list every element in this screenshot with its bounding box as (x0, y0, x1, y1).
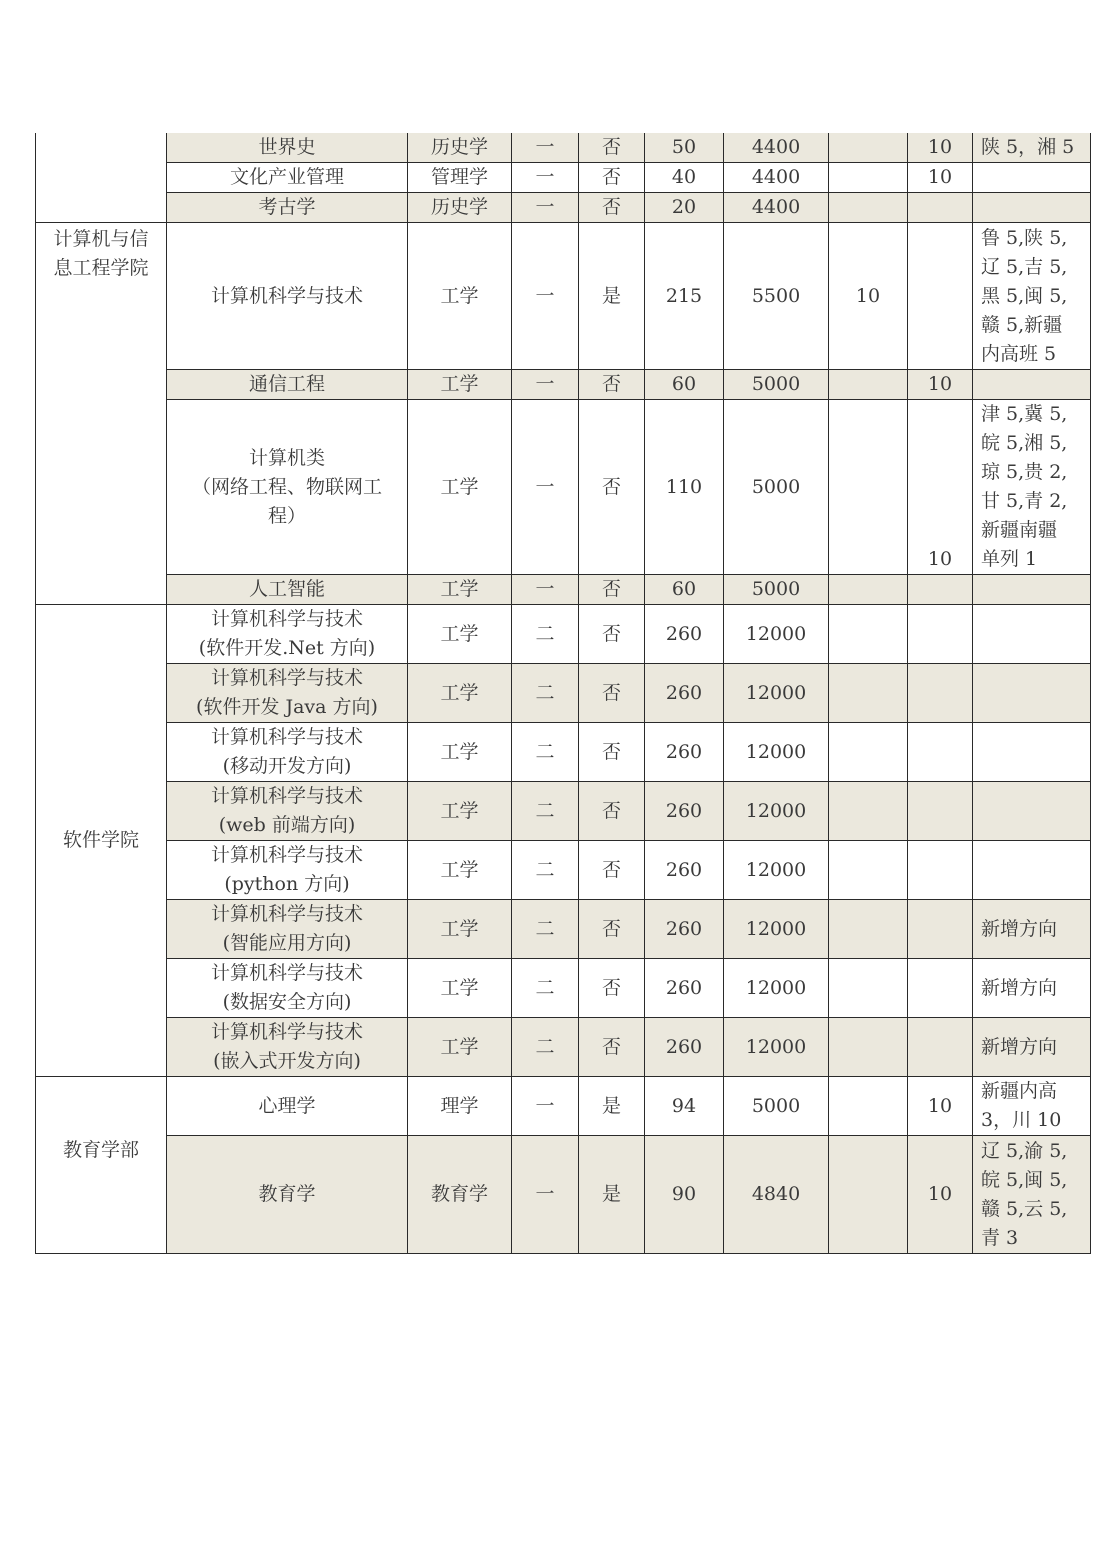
note-cell (973, 370, 1091, 400)
table-row (36, 575, 1091, 605)
tuition-cell: 12000 (724, 900, 829, 959)
batch-cell: 一 (512, 193, 579, 223)
tuition-cell: 4400 (724, 193, 829, 223)
batch-cell: 一 (512, 133, 579, 163)
batch-cell: 一 (512, 400, 579, 575)
flag-cell: 是 (579, 1136, 645, 1254)
major-cell: 教育学 (167, 1136, 408, 1254)
note-cell (973, 723, 1091, 782)
batch-cell: 二 (512, 900, 579, 959)
plan-cell: 260 (645, 900, 724, 959)
col8-cell (908, 605, 973, 664)
category-cell: 工学 (408, 723, 512, 782)
major-cell: 世界史 (167, 133, 408, 163)
col8-cell (908, 575, 973, 605)
category-cell: 历史学 (408, 193, 512, 223)
major-cell: 计算机科学与技术 (软件开发.Net 方向) (167, 605, 408, 664)
flag-cell: 否 (579, 400, 645, 575)
tuition-cell: 5000 (724, 400, 829, 575)
tuition-cell: 5000 (724, 1077, 829, 1136)
col7-cell (829, 664, 908, 723)
plan-cell: 60 (645, 370, 724, 400)
category-cell: 工学 (408, 605, 512, 664)
col7-cell (829, 782, 908, 841)
batch-cell: 一 (512, 575, 579, 605)
batch-cell: 一 (512, 1077, 579, 1136)
batch-cell: 二 (512, 605, 579, 664)
table-row (36, 1077, 1091, 1136)
college-cell: 软件学院 (36, 605, 167, 1077)
note-cell (973, 193, 1091, 223)
batch-cell: 一 (512, 223, 579, 370)
col7-cell (829, 959, 908, 1018)
major-cell: 考古学 (167, 193, 408, 223)
col8-cell: 10 (908, 1077, 973, 1136)
tuition-cell: 5000 (724, 370, 829, 400)
batch-cell: 一 (512, 370, 579, 400)
tuition-cell: 12000 (724, 841, 829, 900)
flag-cell: 否 (579, 900, 645, 959)
note-cell (973, 605, 1091, 664)
table-row (36, 163, 1091, 193)
col8-cell (908, 723, 973, 782)
batch-cell: 二 (512, 959, 579, 1018)
note-cell: 辽 5,渝 5, 皖 5,闽 5, 赣 5,云 5, 青 3 (973, 1136, 1091, 1254)
category-cell: 工学 (408, 841, 512, 900)
batch-cell: 一 (512, 163, 579, 193)
major-cell: 计算机科学与技术 (167, 223, 408, 370)
flag-cell: 否 (579, 723, 645, 782)
tuition-cell: 5500 (724, 223, 829, 370)
category-cell: 管理学 (408, 163, 512, 193)
table-row (36, 664, 1091, 723)
plan-cell: 110 (645, 400, 724, 575)
plan-cell: 94 (645, 1077, 724, 1136)
category-cell: 工学 (408, 370, 512, 400)
category-cell: 工学 (408, 959, 512, 1018)
tuition-cell: 12000 (724, 1018, 829, 1077)
col7-cell (829, 841, 908, 900)
col7-cell (829, 575, 908, 605)
plan-cell: 90 (645, 1136, 724, 1254)
note-cell (973, 782, 1091, 841)
plan-cell: 260 (645, 605, 724, 664)
table-row (36, 370, 1091, 400)
table-row (36, 900, 1091, 959)
note-cell: 新增方向 (973, 959, 1091, 1018)
batch-cell: 二 (512, 664, 579, 723)
table-row (36, 400, 1091, 575)
table-row (36, 782, 1091, 841)
table-row (36, 133, 1091, 163)
table-row (36, 723, 1091, 782)
col8-cell: 10 (908, 163, 973, 193)
category-cell: 工学 (408, 782, 512, 841)
major-cell: 计算机科学与技术 (嵌入式开发方向) (167, 1018, 408, 1077)
tuition-cell: 12000 (724, 782, 829, 841)
batch-cell: 二 (512, 841, 579, 900)
category-cell: 工学 (408, 400, 512, 575)
note-cell (973, 575, 1091, 605)
tuition-cell: 12000 (724, 664, 829, 723)
flag-cell: 否 (579, 193, 645, 223)
note-cell: 鲁 5,陕 5, 辽 5,吉 5, 黑 5,闽 5, 赣 5,新疆 内高班 5 (973, 223, 1091, 370)
plan-cell: 20 (645, 193, 724, 223)
plan-cell: 215 (645, 223, 724, 370)
note-cell (973, 163, 1091, 193)
plan-cell: 60 (645, 575, 724, 605)
col7-cell (829, 133, 908, 163)
category-cell: 历史学 (408, 133, 512, 163)
table-row (36, 1018, 1091, 1077)
col7-cell (829, 1077, 908, 1136)
tuition-cell: 12000 (724, 723, 829, 782)
major-cell: 计算机类 （网络工程、物联网工 程） (167, 400, 408, 575)
plan-cell: 260 (645, 841, 724, 900)
batch-cell: 二 (512, 1018, 579, 1077)
major-cell: 计算机科学与技术 (web 前端方向) (167, 782, 408, 841)
flag-cell: 否 (579, 1018, 645, 1077)
table-row (36, 959, 1091, 1018)
col8-cell (908, 1018, 973, 1077)
flag-cell: 否 (579, 575, 645, 605)
major-cell: 计算机科学与技术 (数据安全方向) (167, 959, 408, 1018)
major-cell: 计算机科学与技术 (python 方向) (167, 841, 408, 900)
note-cell: 津 5,冀 5, 皖 5,湘 5, 琼 5,贵 2, 甘 5,青 2, 新疆南疆 单列 1 (973, 400, 1091, 575)
note-cell: 新增方向 (973, 900, 1091, 959)
tuition-cell: 5000 (724, 575, 829, 605)
note-cell: 新增方向 (973, 1018, 1091, 1077)
plan-cell: 260 (645, 959, 724, 1018)
major-cell: 计算机科学与技术 (智能应用方向) (167, 900, 408, 959)
tuition-cell: 12000 (724, 605, 829, 664)
college-cell (36, 133, 167, 223)
note-cell: 陕 5，湘 5 (973, 133, 1091, 163)
table-row (36, 605, 1091, 664)
flag-cell: 否 (579, 133, 645, 163)
col7-cell (829, 400, 908, 575)
plan-cell: 260 (645, 723, 724, 782)
batch-cell: 二 (512, 723, 579, 782)
col8-cell (908, 782, 973, 841)
plan-cell: 260 (645, 1018, 724, 1077)
flag-cell: 否 (579, 163, 645, 193)
flag-cell: 否 (579, 605, 645, 664)
college-cell: 计算机与信 息工程学院 (36, 223, 167, 605)
flag-cell: 是 (579, 1077, 645, 1136)
category-cell: 工学 (408, 900, 512, 959)
col8-cell (908, 841, 973, 900)
major-cell: 文化产业管理 (167, 163, 408, 193)
batch-cell: 二 (512, 782, 579, 841)
flag-cell: 否 (579, 664, 645, 723)
note-cell: 新疆内高 3，川 10 (973, 1077, 1091, 1136)
tuition-cell: 4400 (724, 163, 829, 193)
col7-cell (829, 370, 908, 400)
flag-cell: 否 (579, 782, 645, 841)
table-row (36, 841, 1091, 900)
plan-cell: 260 (645, 664, 724, 723)
table-row (36, 193, 1091, 223)
col7-cell: 10 (829, 223, 908, 370)
plan-cell: 40 (645, 163, 724, 193)
col7-cell (829, 900, 908, 959)
col8-cell (908, 223, 973, 370)
major-cell: 计算机科学与技术 (软件开发 Java 方向) (167, 664, 408, 723)
category-cell: 教育学 (408, 1136, 512, 1254)
col8-cell: 10 (908, 133, 973, 163)
col7-cell (829, 605, 908, 664)
major-cell: 通信工程 (167, 370, 408, 400)
col8-cell (908, 959, 973, 1018)
note-cell (973, 664, 1091, 723)
college-cell: 教育学部 (36, 1077, 167, 1254)
col8-cell (908, 664, 973, 723)
enrollment-plan-table (35, 133, 1091, 1254)
col8-cell: 10 (908, 370, 973, 400)
plan-cell: 260 (645, 782, 724, 841)
flag-cell: 否 (579, 841, 645, 900)
category-cell: 理学 (408, 1077, 512, 1136)
major-cell: 心理学 (167, 1077, 408, 1136)
tuition-cell: 4840 (724, 1136, 829, 1254)
col7-cell (829, 163, 908, 193)
col8-cell: 10 (908, 400, 973, 575)
category-cell: 工学 (408, 664, 512, 723)
col8-cell (908, 193, 973, 223)
batch-cell: 一 (512, 1136, 579, 1254)
col7-cell (829, 193, 908, 223)
major-cell: 人工智能 (167, 575, 408, 605)
plan-cell: 50 (645, 133, 724, 163)
flag-cell: 否 (579, 959, 645, 1018)
col8-cell (908, 900, 973, 959)
major-cell: 计算机科学与技术 (移动开发方向) (167, 723, 408, 782)
table-row (36, 223, 1091, 370)
flag-cell: 是 (579, 223, 645, 370)
tuition-cell: 12000 (724, 959, 829, 1018)
category-cell: 工学 (408, 1018, 512, 1077)
category-cell: 工学 (408, 575, 512, 605)
col8-cell: 10 (908, 1136, 973, 1254)
category-cell: 工学 (408, 223, 512, 370)
col7-cell (829, 1018, 908, 1077)
col7-cell (829, 723, 908, 782)
flag-cell: 否 (579, 370, 645, 400)
table-row (36, 1136, 1091, 1254)
col7-cell (829, 1136, 908, 1254)
tuition-cell: 4400 (724, 133, 829, 163)
note-cell (973, 841, 1091, 900)
